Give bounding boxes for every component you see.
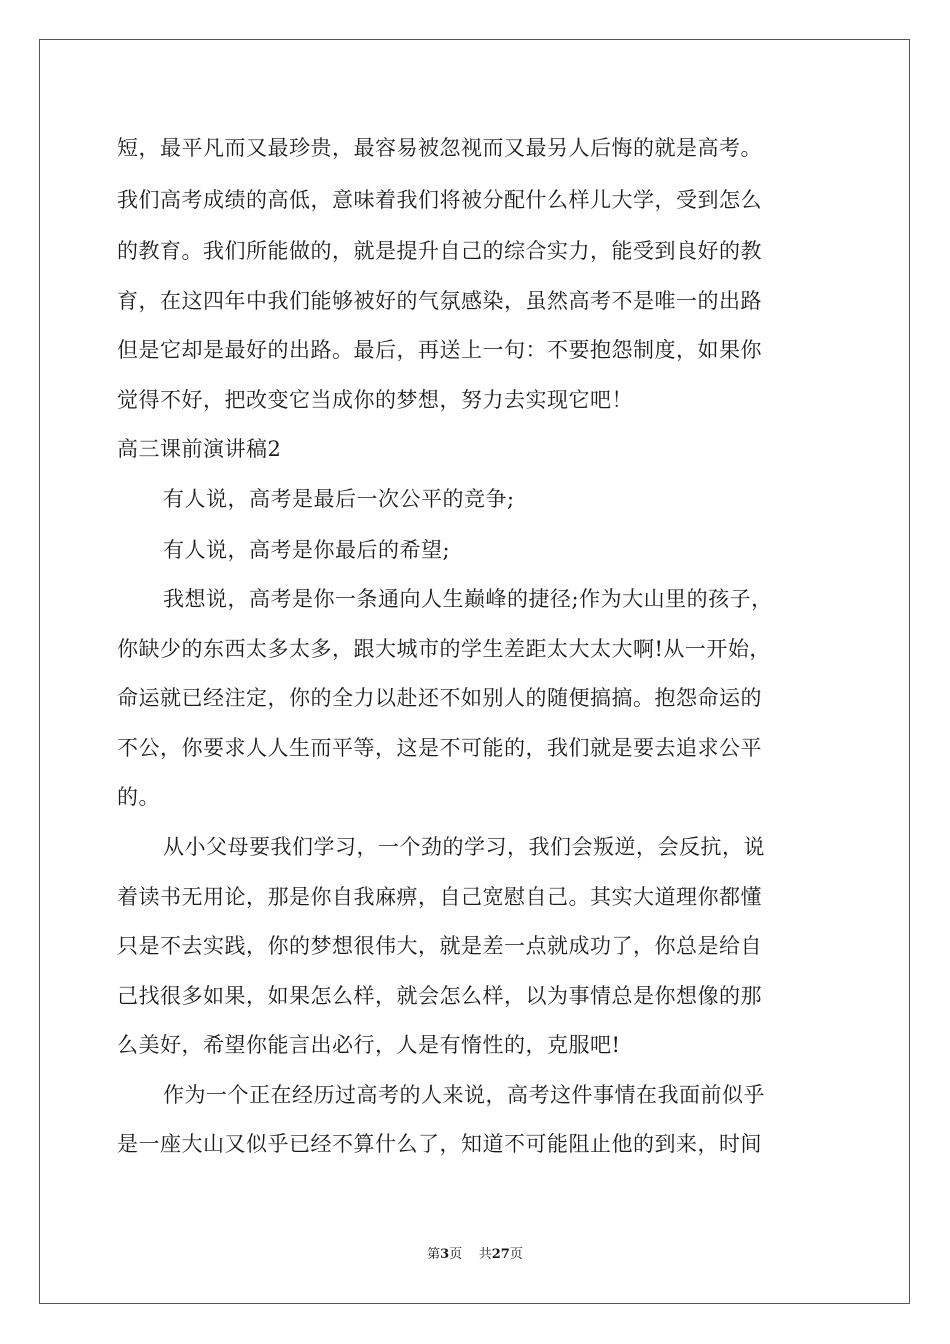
page-footer [0,1247,950,1263]
text-line: 但是它却是最好的出路。最后，再送上一句：不要抱怨制度，如果你 [117,338,762,362]
total-prefix: 共 [478,1247,492,1262]
text-line: 有人说，高考是最后一次公平的竞争; [163,487,515,511]
text-line: 作为一个正在经历过高考的人来说，高考这件事情在我面前似乎 [163,1083,765,1107]
text-line: 是一座大山又似乎已经不算什么了，知道不可能阻止他的到来，时间 [117,1132,762,1156]
text-line: 育，在这四年中我们能够被好的气氛感染，虽然高考不是唯一的出路 [117,289,762,313]
text-line: 有人说，高考是你最后的希望; [163,538,451,562]
total-suffix: 页 [509,1247,523,1262]
text-line: 我们高考成绩的高低，意味着我们将被分配什么样儿大学，受到怎么 [117,188,762,212]
text-line: 命运就已经注定，你的全力以赴还不如别人的随便搞搞。抱怨命运的 [117,686,762,710]
text-line: 觉得不好，把改变它当成你的梦想，努力去实现它吧！ [117,388,633,412]
section-heading: 高三课前演讲稿2 [117,437,282,461]
text-line: 的教育。我们所能做的，就是提升自己的综合实力，能受到良好的教 [117,239,762,263]
text-line: 着读书无用论，那是你自我麻痹，自己宽慰自己。其实大道理你都懂 [117,885,762,909]
text-line: 的。 [117,785,160,809]
page-prefix: 第 [427,1247,441,1262]
text-line: 只是不去实践，你的梦想很伟大，就是差一点就成功了，你总是给自 [117,934,762,958]
text-line: 你缺少的东西太多太多，跟大城市的学生差距太大太大啊!从一开始， [117,637,771,661]
page-border [39,39,910,1304]
total-pages: 27 [491,1247,510,1262]
page-number: 3 [440,1247,450,1262]
text-line: 么美好，希望你能言出必行，人是有惰性的，克服吧! [117,1033,621,1057]
text-line: 我想说，高考是你一条通向人生巅峰的捷径;作为大山里的孩子， [163,587,773,611]
text-line: 从小父母要我们学习，一个劲的学习，我们会叛逆，会反抗，说 [163,835,765,859]
text-line: 短，最平凡而又最珍贵，最容易被忽视而又最另人后悔的就是高考。 [117,136,762,160]
text-line: 己找很多如果，如果怎么样，就会怎么样，以为事情总是你想像的那 [117,984,762,1008]
text-line: 不公，你要求人人生而平等，这是不可能的，我们就是要去追求公平 [117,736,762,760]
page-suffix: 页 [449,1247,463,1262]
